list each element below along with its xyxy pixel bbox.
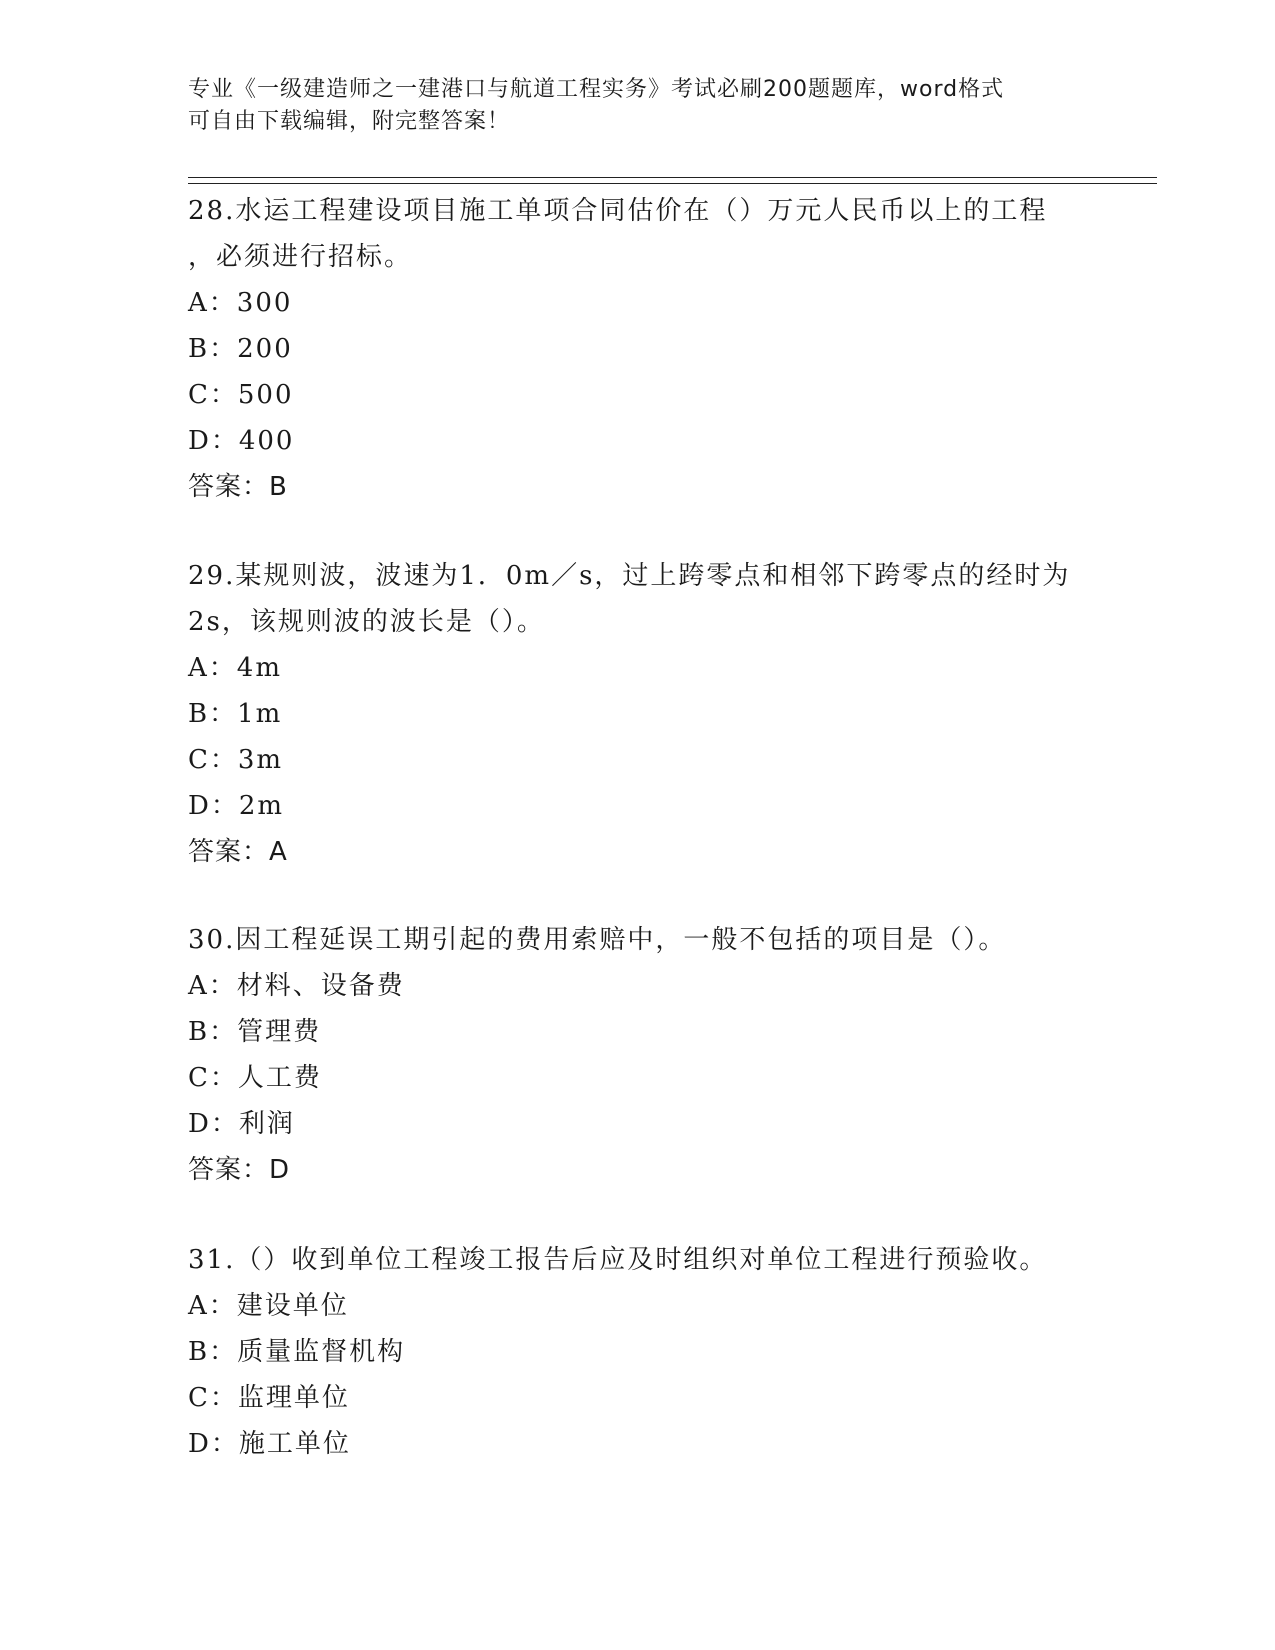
question-stem-line: 31.（）收到单位工程竣工报告后应及时组织对单位工程进行预验收。 xyxy=(188,1245,1048,1275)
option-c: C：500 xyxy=(188,380,294,410)
header-line-1: 专业《一级建造师之一建港口与航道工程实务》考试必刷200题题库，word格式 xyxy=(188,77,1005,102)
option-a: A：300 xyxy=(188,288,293,318)
option-a: A：建设单位 xyxy=(188,1291,349,1321)
question-stem-line: ，必须进行招标。 xyxy=(188,242,413,272)
option-c: C：3m xyxy=(188,745,284,775)
option-a: A：4m xyxy=(188,653,282,683)
option-c: C：人工费 xyxy=(188,1063,322,1093)
question-stem-line: 29.某规则波，波速为1．0m／s，过上跨零点和相邻下跨零点的经时为 xyxy=(188,561,1071,591)
header-divider-top xyxy=(188,177,1157,178)
option-d: D：施工单位 xyxy=(188,1429,351,1459)
option-d: D：400 xyxy=(188,426,295,456)
answer-line: 答案：A xyxy=(188,837,288,867)
question-29 xyxy=(188,553,1088,875)
option-c: C：监理单位 xyxy=(188,1383,350,1413)
option-b: B：200 xyxy=(188,334,293,364)
question-28 xyxy=(188,188,1088,510)
option-b: B：1m xyxy=(188,699,283,729)
answer-line: 答案：D xyxy=(188,1155,291,1185)
document-header xyxy=(188,74,1088,138)
question-30 xyxy=(188,917,1088,1193)
option-d: D：2m xyxy=(188,791,285,821)
question-stem-line: 28.水运工程建设项目施工单项合同估价在（）万元人民币以上的工程 xyxy=(188,196,1048,226)
header-divider-bottom xyxy=(188,183,1157,184)
option-b: B：质量监督机构 xyxy=(188,1337,406,1367)
option-d: D：利润 xyxy=(188,1109,295,1139)
question-31 xyxy=(188,1237,1088,1467)
answer-line: 答案：B xyxy=(188,472,288,502)
option-b: B：管理费 xyxy=(188,1017,322,1047)
question-stem-line: 2s，该规则波的波长是（）。 xyxy=(188,607,545,637)
question-stem-line: 30.因工程延误工期引起的费用索赔中，一般不包括的项目是（）。 xyxy=(188,925,1007,955)
option-a: A：材料、设备费 xyxy=(188,971,405,1001)
header-line-2: 可自由下载编辑，附完整答案！ xyxy=(188,109,511,134)
